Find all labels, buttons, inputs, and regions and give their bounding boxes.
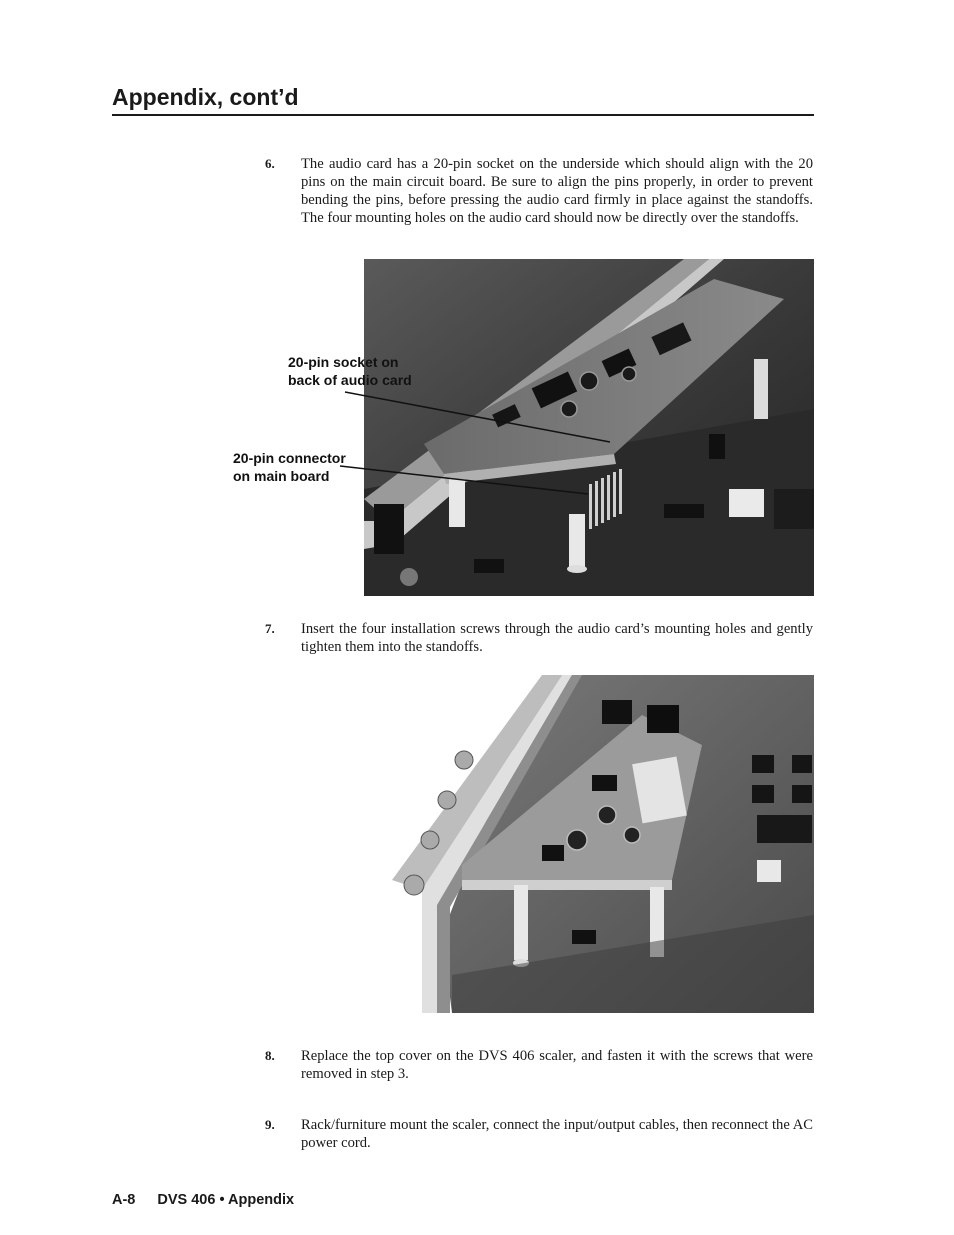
page-number: A-8 xyxy=(112,1192,136,1208)
footer-doc-title: DVS 406 • Appendix xyxy=(157,1192,295,1208)
callout-socket-line1: 20-pin socket on xyxy=(288,354,399,370)
callout-socket-line2: back of audio card xyxy=(288,372,412,388)
step-7 xyxy=(265,620,813,656)
step-number: 7. xyxy=(265,621,275,636)
leader-line-socket xyxy=(345,392,610,442)
leader-line-connector xyxy=(340,466,588,494)
step-number: 6. xyxy=(265,156,275,171)
step-number: 8. xyxy=(265,1048,275,1063)
step-8 xyxy=(265,1047,813,1083)
step-text: Insert the four installation screws through the audio card’s mounting holes and gently tighten them into the standoffs. xyxy=(301,621,813,655)
callout-connector-line1: 20-pin connector xyxy=(233,450,346,466)
step-number: 9. xyxy=(265,1117,275,1132)
step-text: The audio card has a 20-pin socket on the underside which should align with the 20 pins on the main circuit board. Be sure to align the pins properly, in order to prevent bending the pins, before pressing the audio card firmly in place against the standoffs. The four mounting holes on the audio card should now be directly over the standoffs. xyxy=(301,156,813,226)
installed-audio-card-photo xyxy=(392,675,814,1013)
page-title: Appendix, cont’d xyxy=(112,84,299,110)
callout-connector-line2: on main board xyxy=(233,468,330,484)
step-text: Replace the top cover on the DVS 406 scaler, and fasten it with the screws that were removed in step 3. xyxy=(301,1048,813,1082)
step-text: Rack/furniture mount the scaler, connect the input/output cables, then reconnect the AC power cord. xyxy=(301,1117,813,1151)
page-footer xyxy=(112,1192,294,1208)
step-9 xyxy=(265,1116,813,1152)
